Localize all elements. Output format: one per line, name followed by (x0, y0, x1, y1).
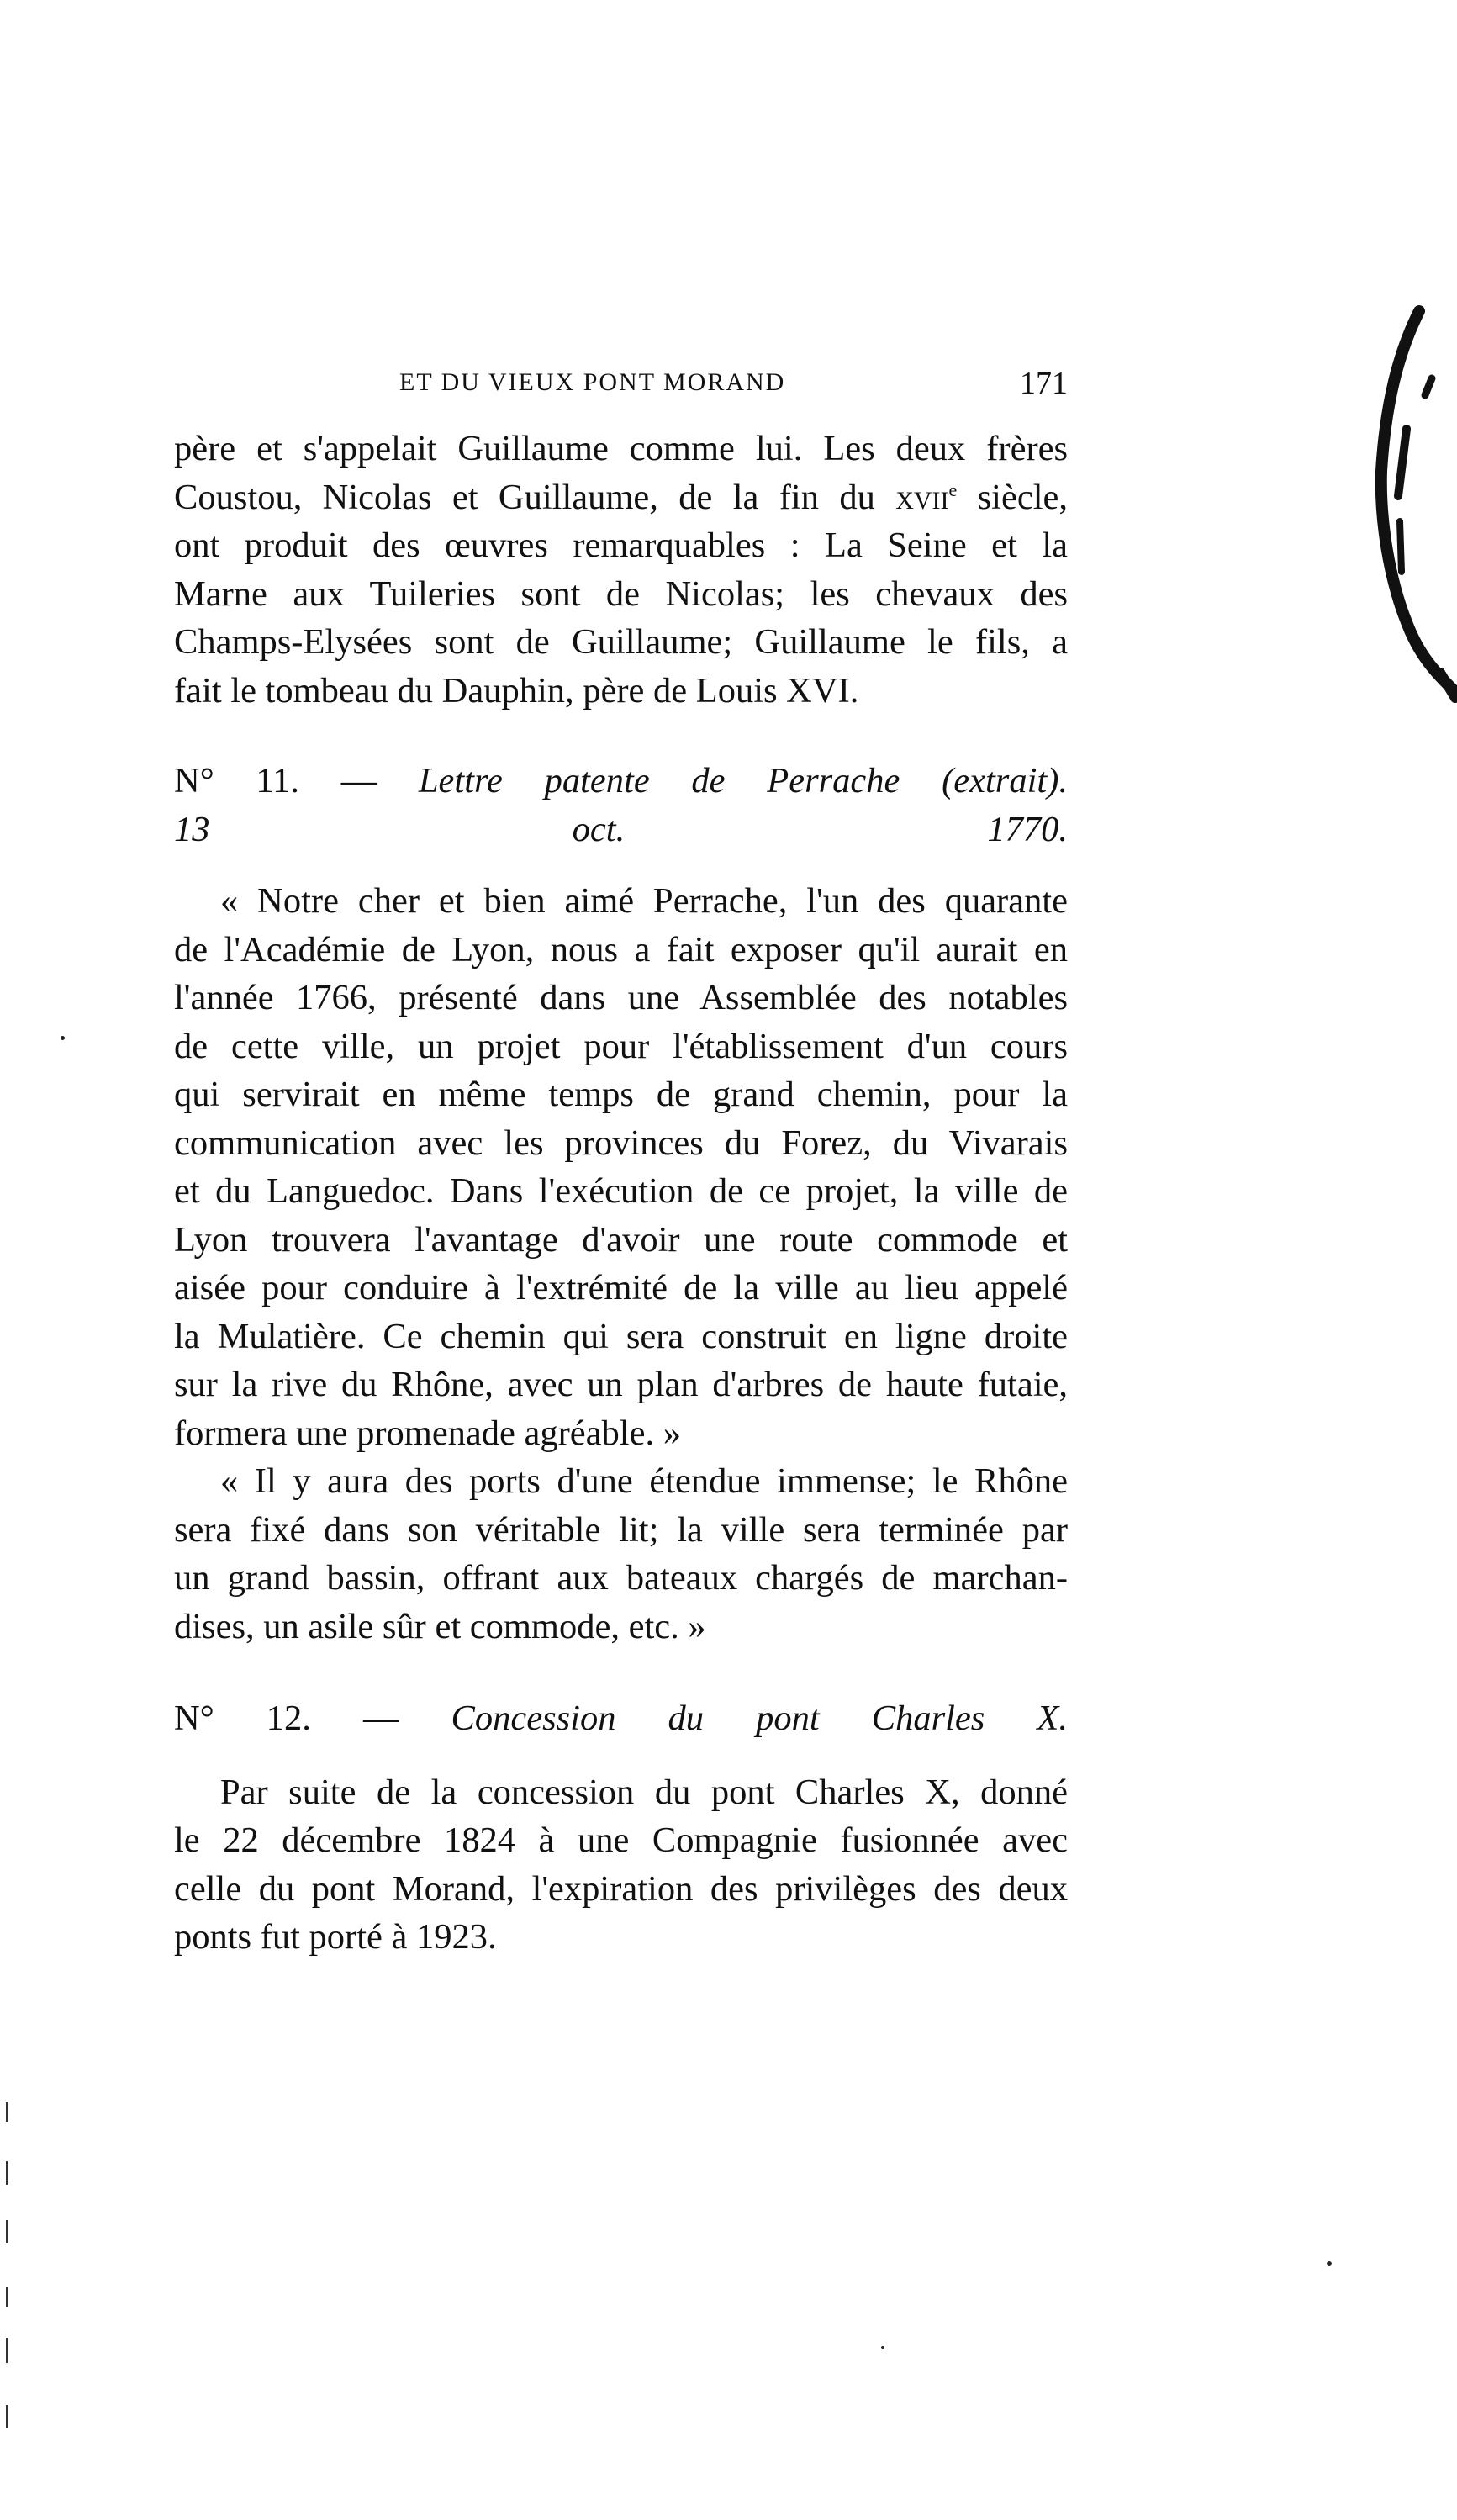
text-line: sera fixé dans son véritable lit; la ville sera terminée par (174, 1509, 1068, 1550)
running-title: ET DU VIEUX PONT MORAND (399, 368, 786, 396)
text-line: qui servirait en même temps de grand chemin, pour la (174, 1075, 1068, 1114)
text-line: Champs-Elysées sont de Guillaume; Guillaume le fils, a (174, 622, 1068, 662)
section-date: 13 oct. 1770. (174, 809, 1068, 849)
text-line: « Il y aura des ports d'une étendue immense; le Rhône (220, 1461, 1068, 1501)
text-line: le 22 décembre 1824 à une Compagnie fusionnée avec (174, 1820, 1068, 1860)
text-line: et du Languedoc. Dans l'exécution de ce projet, la ville de (174, 1171, 1068, 1211)
text-line: dises, un asile sûr et commode, etc. » (174, 1606, 706, 1646)
text-line: formera une promenade agréable. » (174, 1413, 681, 1453)
text-line: de l'Académie de Lyon, nous a fait exposer qu'il aurait en (174, 929, 1068, 969)
section-number: N° 11. — (174, 761, 419, 800)
quote-ports (174, 1457, 1068, 1651)
main-text (174, 425, 1068, 1962)
ink-speck (1327, 2261, 1332, 2266)
text-line: ponts fut porté à 1923. (174, 1917, 497, 1957)
text-span: Coustou, Nicolas et Guillaume, de la fin du (174, 477, 896, 517)
text-line: Marne aux Tuileries sont de Nicolas; les chevaux des (174, 573, 1068, 614)
text-span: siècle, (957, 477, 1068, 517)
paragraph-coustou (174, 425, 1068, 715)
section-title: Concession du pont Charles X. (451, 1698, 1068, 1738)
text-line: « Notre cher et bien aimé Perrache, l'un des quarante (220, 881, 1068, 921)
text-line: Par suite de la concession du pont Charles X, donné (220, 1772, 1068, 1812)
ink-speck (61, 1036, 65, 1040)
paragraph-charles-x (174, 1768, 1068, 1962)
ink-speck (881, 2346, 884, 2349)
text-line: fait le tombeau du Dauphin, père de Louis XVI. (174, 670, 859, 711)
page-number: 171 (1020, 366, 1068, 401)
running-head (177, 368, 1068, 410)
section-heading-12 (174, 1694, 1068, 1743)
century-numeral: xvii (895, 477, 949, 517)
text-line: de cette ville, un projet pour l'établissement d'un cours (174, 1026, 1068, 1066)
text-line: la Mulatière. Ce chemin qui sera construit en ligne droite (174, 1316, 1068, 1356)
edge-tick-marks (0, 2102, 17, 2464)
section-number: N° 12. — (174, 1698, 451, 1738)
section-heading-11 (174, 757, 1068, 806)
text-line: Lyon trouvera l'avantage d'avoir une route commode et (174, 1219, 1068, 1260)
text-line: père et s'appelait Guillaume comme lui. Les deux frères (174, 429, 1068, 468)
text-line: aisée pour conduire à l'extrémité de la ville au lieu appelé (174, 1268, 1068, 1308)
text-line: un grand bassin, offrant aux bateaux chargés de marchan- (174, 1558, 1068, 1598)
text-line (174, 473, 1068, 522)
text-line: celle du pont Morand, l'expiration des privilèges des deux (174, 1868, 1068, 1909)
quote-perrache (174, 877, 1068, 1457)
section-title: Lettre patente de Perrache (extrait). (418, 761, 1068, 800)
text-line: ont produit des œuvres remarquables : La Seine et la (174, 526, 1068, 565)
text-line: sur la rive du Rhône, avec un plan d'arbres de haute futaie, (174, 1365, 1068, 1404)
text-line: communication avec les provinces du Forez, du Vivarais (174, 1123, 1068, 1163)
text-line: l'année 1766, présenté dans une Assemblée des notables (174, 978, 1068, 1017)
margin-ink-mark (1339, 303, 1457, 740)
superscript: e (948, 478, 958, 500)
